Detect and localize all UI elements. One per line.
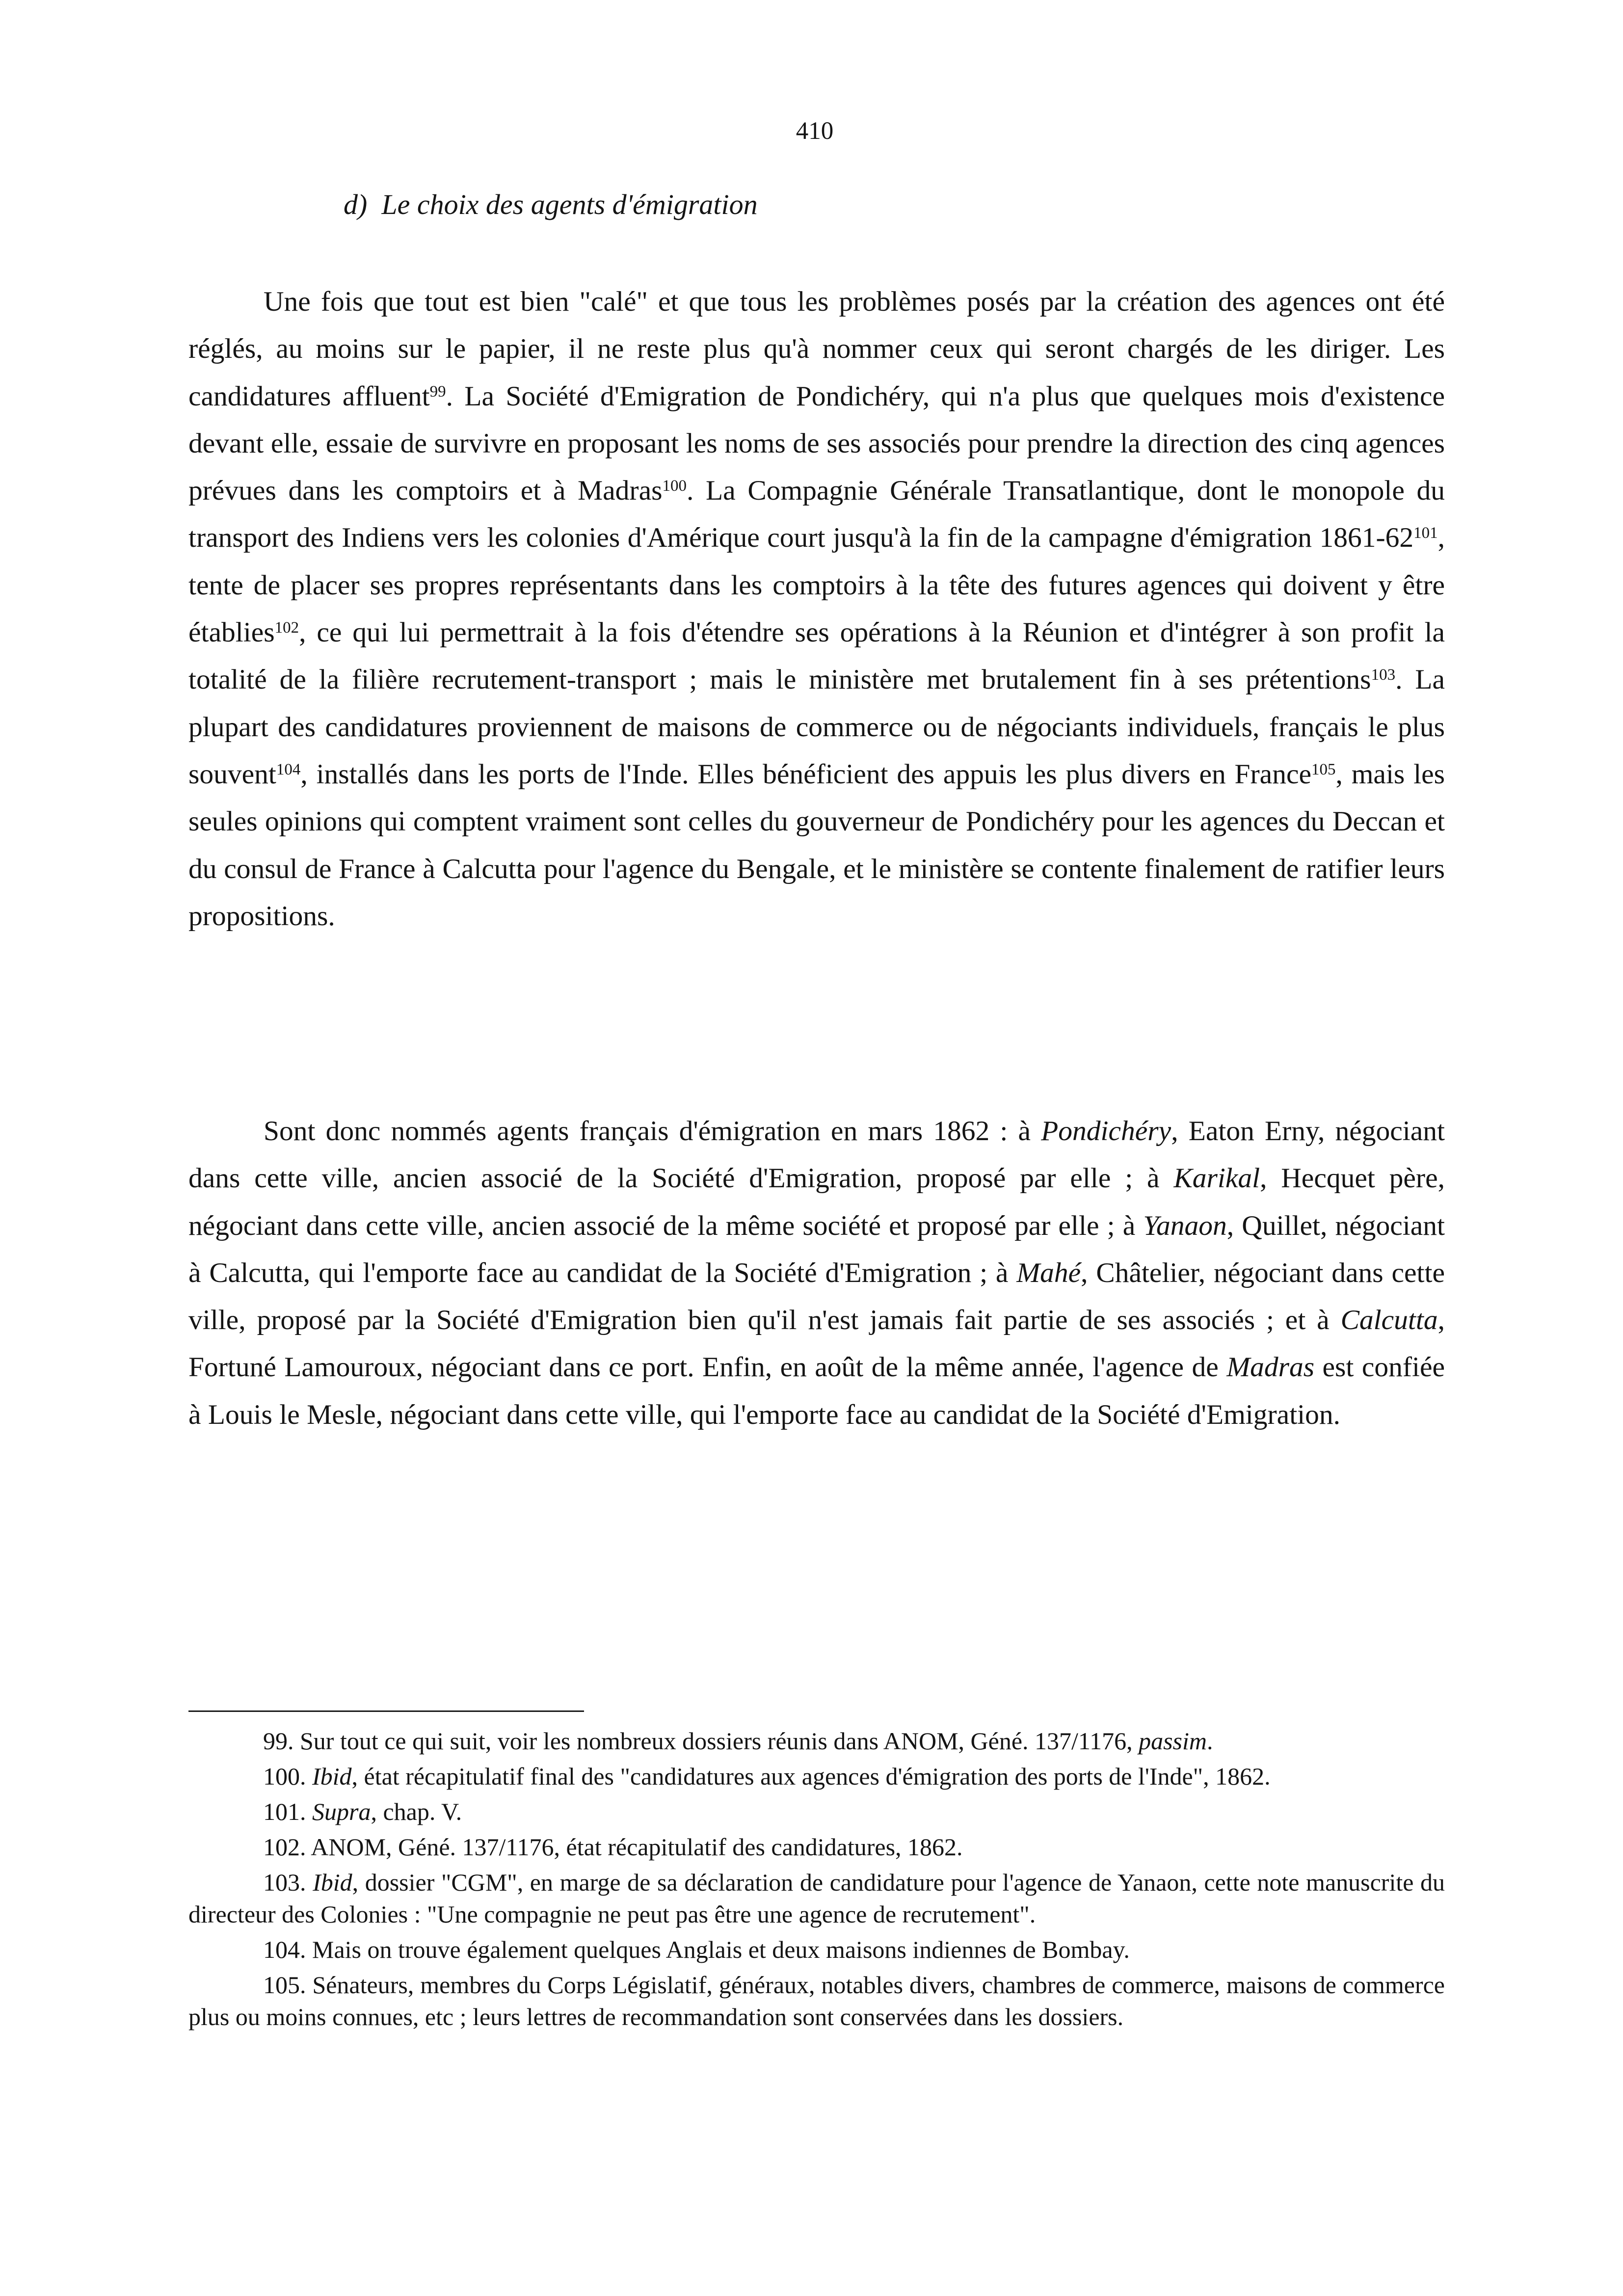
footnote-text: 100. [263, 1762, 312, 1790]
paragraph-text: Une fois que tout est bien "calé" et que tous les problèmes posés par la création des agences ont été réglés, au moins sur le papier, il ne reste plus qu'à nommer ceux qui seront chargés de les diriger. Les candidatures affluent [188, 286, 1445, 412]
paragraph-text: est confiée à Louis le Mesle, négociant dans cette ville, qui l'emporte face au candidat de la Société d'Emigration. [188, 1352, 1445, 1430]
footnote-text: 105. Sénateurs, membres du Corps Législatif, généraux, notables divers, chambres de commerce, maisons de commerce plus ou moins connues, etc ; leurs lettres de recommandation sont conservées dans les dossiers. [188, 1971, 1445, 2030]
paragraph-text: . La plupart des candidatures proviennent de maisons de commerce ou de négociants individuels, français le plus souvent [188, 664, 1445, 790]
place-name: Yanaon [1143, 1210, 1227, 1241]
footnote-ref-100[interactable]: 100 [662, 477, 687, 495]
footnote-text: 101. [263, 1798, 312, 1825]
footnote-101 [188, 1796, 1445, 1828]
footnote-104 [188, 1934, 1445, 1966]
paragraph-text: , Hecquet père, négociant dans cette ville, ancien associé de la même société et proposé par elle ; à [188, 1163, 1445, 1241]
paragraph-text: , Châtelier, négociant dans cette ville, proposé par la Société d'Emigration bien qu'il n'est jamais fait partie de ses associés ; et à [188, 1257, 1445, 1336]
footnote-text: . [1207, 1727, 1213, 1755]
footnote-ref-99[interactable]: 99 [429, 382, 446, 400]
paragraph-text: Sont donc nommés agents français d'émigration en mars 1862 : à [264, 1116, 1041, 1147]
section-marker: d) [344, 188, 368, 220]
page-number: 410 [796, 117, 834, 145]
footnote-text: 99. Sur tout ce qui suit, voir les nombreux dossiers réunis dans ANOM, Géné. 137/1176, [263, 1727, 1139, 1755]
footnotes [188, 1725, 1445, 2036]
footnote-ref-105[interactable]: 105 [1311, 760, 1336, 778]
section-heading [344, 188, 758, 221]
paragraph-text: , ce qui lui permettrait à la fois d'étendre ses opérations à la Réunion et d'intégrer à son profit la totalité de la filière recrutement-transport ; mais le ministère met brutalement fin à ses prétentions [188, 617, 1445, 695]
body-paragraph-1 [188, 278, 1445, 940]
footnote-102 [188, 1831, 1445, 1863]
footnote-italic: Ibid [313, 1869, 352, 1896]
footnote-105 [188, 1969, 1445, 2033]
footnote-text: , chap. V. [371, 1798, 462, 1825]
footnote-ref-103[interactable]: 103 [1371, 666, 1396, 684]
footnote-italic: Ibid [312, 1762, 352, 1790]
paragraph-text: , Eaton Erny, négociant dans cette ville, ancien associé de la Société d'Emigration, proposé par elle ; à [188, 1116, 1445, 1194]
footnote-99 [188, 1725, 1445, 1757]
footnote-text: 103. [263, 1869, 313, 1896]
footnote-text: , état récapitulatif final des "candidatures aux agences d'émigration des ports de l'Inde", 1862. [351, 1762, 1271, 1790]
footnote-103 [188, 1867, 1445, 1930]
paragraph-text: , mais les seules opinions qui comptent vraiment sont celles du gouverneur de Pondichéry pour les agences du Deccan et du consul de France à Calcutta pour l'agence du Bengale, et le ministère se contente finalement de ratifier leurs propositions. [188, 758, 1445, 932]
paragraph-text: . La Compagnie Générale Transatlantique, dont le monopole du transport des Indiens vers les colonies d'Amérique court jusqu'à la fin de la campagne d'émigration 1861-62 [188, 475, 1445, 554]
footnote-ref-102[interactable]: 102 [274, 618, 299, 637]
paragraph-text: , Fortuné Lamouroux, négociant dans ce port. Enfin, en août de la même année, l'agence de [188, 1305, 1445, 1383]
footnote-text: 102. ANOM, Géné. 137/1176, état récapitulatif des candidatures, 1862. [263, 1833, 963, 1861]
footnote-separator [188, 1710, 584, 1712]
section-title: Le choix des agents d'émigration [381, 188, 758, 220]
footnote-italic: passim [1139, 1727, 1207, 1755]
place-name: Pondichéry [1041, 1116, 1171, 1147]
place-name: Karikal [1173, 1163, 1260, 1194]
body-paragraph-2 [188, 1108, 1445, 1439]
paragraph-text: , installés dans les ports de l'Inde. Elles bénéficient des appuis les plus divers en France [300, 758, 1311, 790]
footnote-100 [188, 1761, 1445, 1792]
footnote-text: 104. Mais on trouve également quelques Anglais et deux maisons indiennes de Bombay. [263, 1936, 1130, 1963]
paragraph-text: . La Société d'Emigration de Pondichéry, qui n'a plus que quelques mois d'existence devant elle, essaie de survivre en proposant les noms de ses associés pour prendre la direction des cinq agences prévues dans les comptoirs et à Madras [188, 380, 1445, 507]
footnote-italic: Supra [312, 1798, 371, 1825]
paragraph-text: , tente de placer ses propres représentants dans les comptoirs à la tête des futures agences qui doivent y être établies [188, 522, 1445, 648]
paragraph-text: , Quillet, négociant à Calcutta, qui l'emporte face au candidat de la Société d'Emigration ; à [188, 1210, 1445, 1288]
footnote-ref-101[interactable]: 101 [1413, 524, 1438, 542]
place-name: Calcutta [1340, 1305, 1438, 1336]
footnote-ref-104[interactable]: 104 [276, 760, 301, 778]
place-name: Madras [1226, 1352, 1315, 1383]
place-name: Mahé [1016, 1257, 1081, 1288]
footnote-text: , dossier "CGM", en marge de sa déclaration de candidature pour l'agence de Yanaon, cette note manuscrite du directeur des Colonies : "Une compagnie ne peut pas être une agence de recrutement". [188, 1869, 1445, 1928]
